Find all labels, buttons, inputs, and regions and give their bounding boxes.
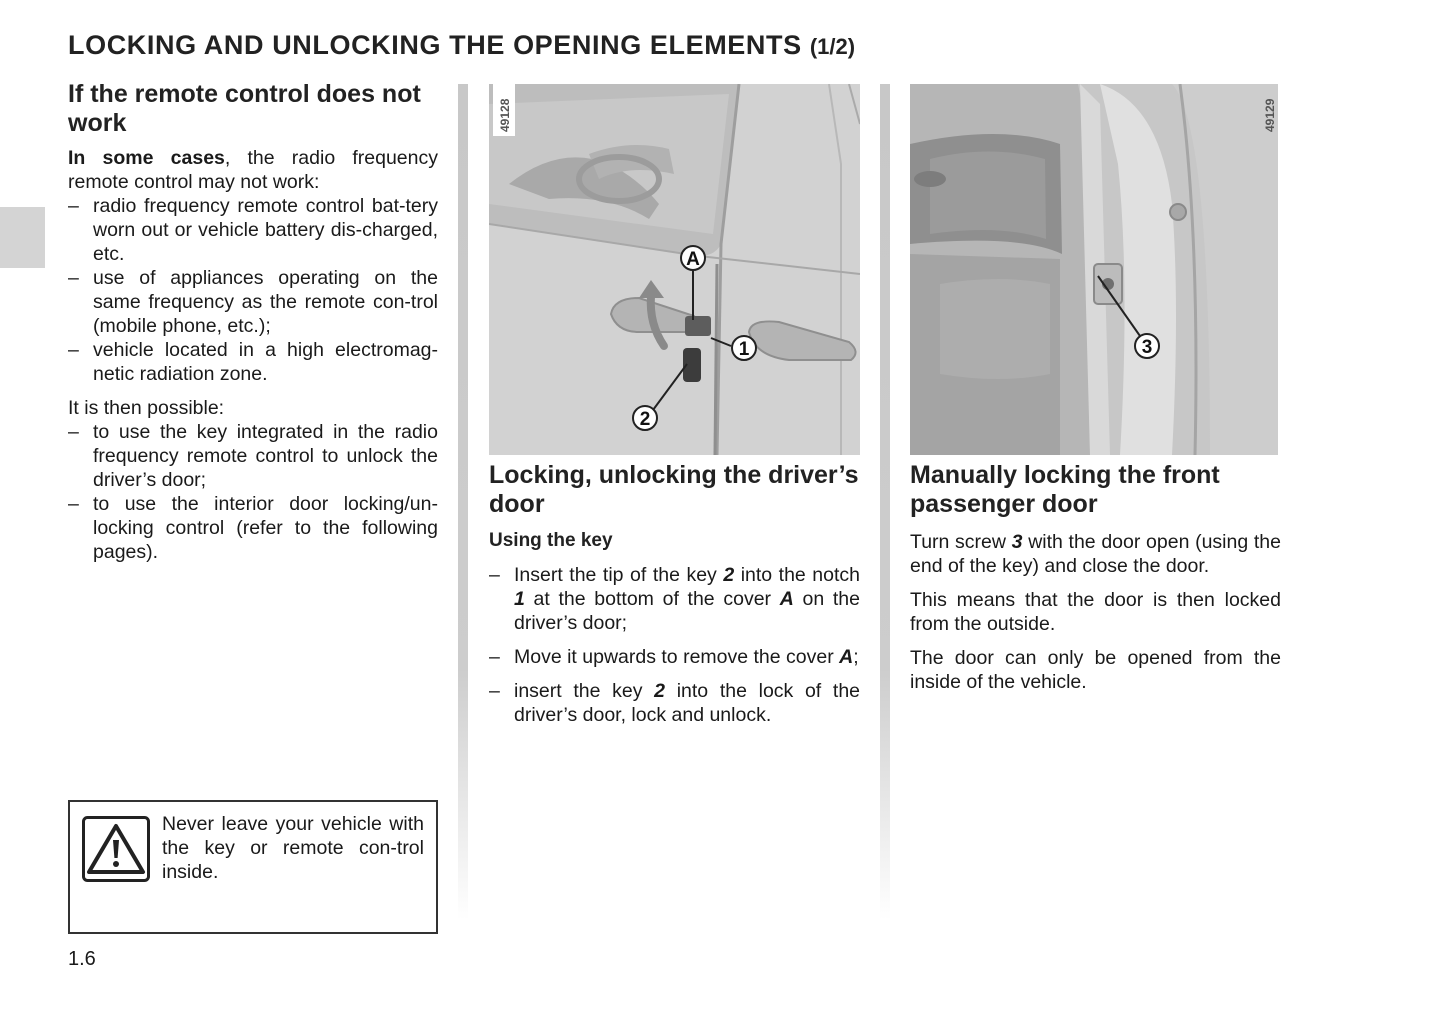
list-item: – Insert the tip of the key 2 into the notch 1 at the bottom of the cover A on the driver’s door; [489, 563, 860, 635]
list-item: – radio frequency remote control bat-tery worn out or vehicle battery dis-charged, etc. [68, 194, 438, 266]
list-item: – use of appliances operating on the same frequency as the remote con-trol (mobile phone, etc.); [68, 266, 438, 338]
callout-a: A [686, 249, 700, 270]
passenger-door-illustration [910, 84, 1278, 455]
passenger-door-heading: Manually locking the front passenger door [910, 461, 1220, 518]
driver-door-heading: Locking, unlocking the driver’s door [489, 461, 859, 518]
driver-door-figure [489, 84, 860, 455]
page-title-part: (1/2) [809, 34, 856, 59]
possible-intro: It is then possible: [68, 397, 225, 419]
callout-1: 1 [738, 339, 750, 360]
driver-steps-list [489, 563, 860, 727]
column-divider-right [880, 84, 890, 920]
causes-list [68, 194, 438, 386]
passenger-result: This means that the door is then locked from the outside. [910, 589, 1281, 635]
list-item: – Move it upwards to remove the cover A; [489, 645, 860, 669]
intro-rest: , the radio frequency remote control may not work: [68, 147, 438, 193]
passenger-instruction: Turn screw 3 with the door open (using the end of the key) and close the door. [910, 531, 1281, 577]
page-title [68, 30, 855, 61]
list-item: – insert the key 2 into the lock of the driver’s door, lock and unlock. [489, 679, 860, 727]
page-number: 1.6 [68, 948, 96, 970]
using-key-subheading: Using the key [489, 530, 613, 551]
passenger-door-section [910, 461, 1281, 704]
passenger-note: The door can only be opened from the inside of the vehicle. [910, 647, 1281, 693]
remote-failure-section [68, 80, 438, 574]
warning-box [68, 800, 438, 934]
list-item: – to use the interior door locking/un-locking control (refer to the following pages). [68, 492, 438, 564]
figure-ref-number: 49129 [1263, 98, 1277, 132]
remote-failure-intro [68, 146, 438, 194]
driver-door-section [489, 461, 860, 737]
column-divider-left [458, 84, 468, 920]
driver-door-illustration [489, 84, 860, 455]
warning-triangle-icon [82, 816, 150, 882]
figure-ref-number: 49128 [498, 98, 512, 132]
list-item: – to use the key integrated in the radio frequency remote control to unlock the driver’s door; [68, 420, 438, 492]
callout-3: 3 [1141, 337, 1153, 358]
page-title-text: LOCKING AND UNLOCKING THE OPENING ELEMENTS [68, 30, 802, 60]
options-list [68, 420, 438, 564]
callout-2: 2 [639, 409, 651, 430]
intro-bold: In some cases [68, 147, 225, 169]
passenger-door-figure [910, 84, 1278, 455]
remote-failure-heading: If the remote control does not work [68, 80, 421, 137]
warning-text: Never leave your vehicle with the key or remote con-trol inside. [162, 813, 424, 883]
list-item: – vehicle located in a high electromag-netic radiation zone. [68, 338, 438, 386]
section-side-tab [0, 207, 45, 268]
